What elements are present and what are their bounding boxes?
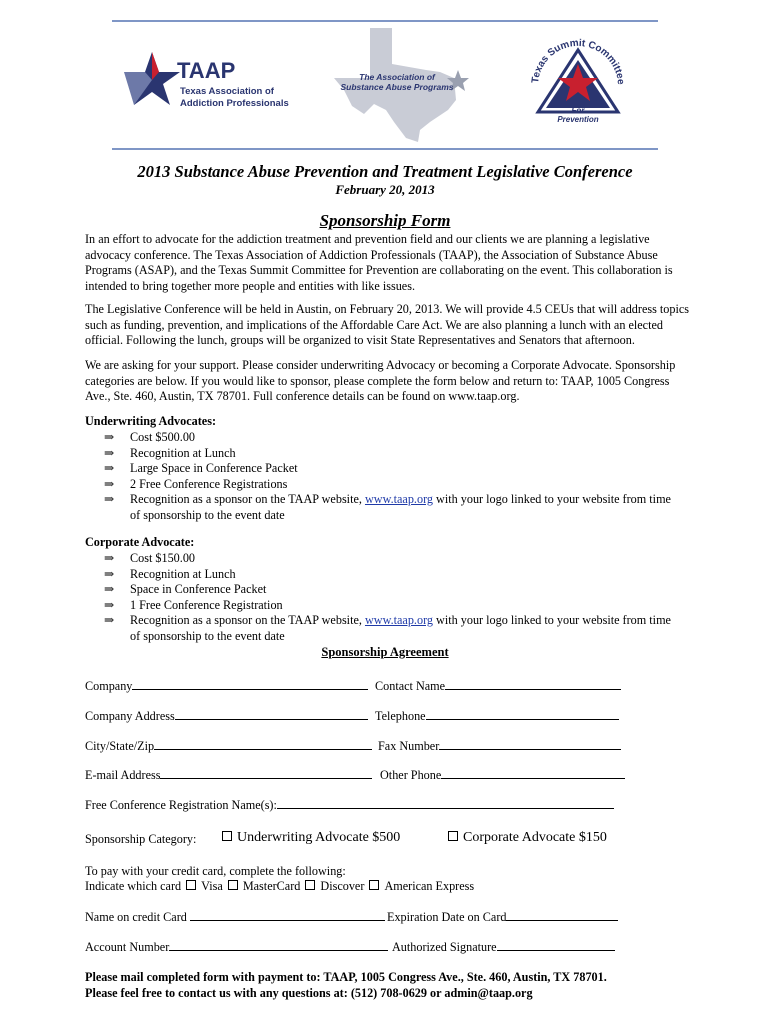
list-item: ⇒ 2 Free Conference Registrations [104,476,288,491]
taap-subtitle: Texas Association of Addiction Professionals [180,86,289,109]
list-item: ⇒ Cost $150.00 [104,551,196,565]
corporate-heading: Corporate Advocate: [85,535,195,549]
visa-checkbox[interactable] [186,880,196,890]
support-paragraph: We are asking for your support. Please consider underwriting Advocacy or becoming a Corporate Advocate. Sponsorship categories are below. If you would like to sponsor, please complete the form below and return to: TAAP, 1005 Congress Ave., Ste. 460, Austin, TX 78701. Full conference details can be found on www.taap.org. [85,358,676,404]
name-on-card-field[interactable]: Name on credit Card [85,909,385,925]
telephone-input-line[interactable] [426,708,619,720]
arrow-icon: ⇒ [104,597,115,612]
summit-logo [526,28,630,132]
city-state-zip-field[interactable]: City/State/Zip [85,738,372,754]
contact-name-field[interactable]: Contact Name [375,678,621,694]
account-number-field[interactable]: Account Number [85,939,388,955]
asap-text: The Association of Substance Abuse Programs [340,72,454,92]
summit-text: For Prevention [557,106,599,124]
underwriting-advocate-option[interactable]: Underwriting Advocate $500 [222,830,400,845]
account-number-input-line[interactable] [169,939,388,951]
summit-arc-text: Texas Summit Committee [530,37,627,86]
arrow-icon: ⇒ [104,551,115,565]
signature-input-line[interactable] [497,939,615,951]
conference-date: February 20, 2013 [335,182,435,197]
asap-logo [330,26,470,144]
company-address-input-line[interactable] [175,708,368,720]
list-item: ⇒ Cost $500.00 [104,430,196,444]
list-item: ⇒ Recognition at Lunch [104,445,236,460]
intro-paragraph: In an effort to advocate for the addiction treatment and prevention field and our clients we are planning a legislative advocacy conference. The Texas Association of Addiction Professionals (TAAP), the Association of Substance Abuse Programs (ASAP), and the Texas Summit Committee for Prevention are collaborating on the event. This collaboration is intended to bring together more people and entities with like issues. [85,232,673,293]
taap-website-link[interactable]: www.taap.org [364,492,433,507]
other-phone-field[interactable]: Other Phone [380,767,625,783]
mastercard-checkbox[interactable] [228,880,238,890]
amex-checkbox[interactable] [369,880,379,890]
email-field[interactable]: E-mail Address [85,767,372,783]
list-item: ⇒ Recognition at Lunch [104,566,236,581]
expiration-field[interactable]: Expiration Date on Card [387,909,618,925]
mail-instructions: Please mail completed form with payment to: TAAP, 1005 Congress Ave., Ste. 460, Austin, TX 78701. [85,970,607,984]
registration-names-input-line[interactable] [277,797,614,809]
header-top-rule [112,20,658,22]
arrow-icon: ⇒ [104,461,115,476]
list-item: ⇒ Recognition as a sponsor on the TAAP website, www.taap.org with your logo linked to your website from time of sponsorship to the event date [104,492,671,522]
sponsorship-category-label: Sponsorship Category: [85,832,197,846]
list-item: ⇒ 1 Free Conference Registration [104,597,283,612]
header-bottom-rule [112,148,658,150]
taap-website-link[interactable]: www.taap.org [364,613,433,628]
taap-logo [122,50,292,120]
contact-name-input-line[interactable] [445,678,621,690]
card-type-row: Indicate which card Visa MasterCard Discover American Express [85,879,475,893]
arrow-icon: ⇒ [104,476,115,491]
expiration-input-line[interactable] [506,909,618,921]
fax-input-line[interactable] [439,738,621,750]
underwriting-heading: Underwriting Advocates: [85,414,217,428]
taap-name: TAAP [177,58,236,83]
arrow-icon: ⇒ [104,492,115,507]
arrow-icon: ⇒ [104,582,115,597]
contact-instructions: Please feel free to contact us with any questions at: (512) 708-0629 or admin@taap.org [85,986,533,1000]
arrow-icon: ⇒ [104,613,115,628]
form-title: Sponsorship Form [319,211,451,230]
company-input-line[interactable] [132,678,368,690]
corporate-advocate-option[interactable]: Corporate Advocate $150 [448,830,607,845]
conference-title: 2013 Substance Abuse Prevention and Treatment Legislative Conference [137,162,633,181]
corporate-benefits [104,551,671,645]
corporate-checkbox[interactable] [448,831,458,841]
telephone-field[interactable]: Telephone [375,708,619,724]
registration-names-field[interactable]: Free Conference Registration Name(s): [85,797,614,813]
city-state-zip-input-line[interactable] [154,738,372,750]
arrow-icon: ⇒ [104,445,115,460]
company-address-field[interactable]: Company Address [85,708,368,724]
list-item: ⇒ Space in Conference Packet [104,582,267,597]
list-item: ⇒ Large Space in Conference Packet [104,461,298,476]
conference-paragraph: The Legislative Conference will be held in Austin, on February 20, 2013. We will provide 4.5 CEUs that will address topics such as funding, prevention, and implications of the Affordable Care Act. We are also planning a lunch with an elected official. Following the lunch, groups will be organized to visit State Representatives and Senators that afternoon. [85,302,689,348]
taap-star-icon [122,50,182,112]
arrow-icon: ⇒ [104,566,115,581]
other-phone-input-line[interactable] [441,767,625,779]
agreement-title: Sponsorship Agreement [321,645,449,659]
credit-card-intro: To pay with your credit card, complete the following: [85,864,346,878]
discover-checkbox[interactable] [305,880,315,890]
list-item: ⇒ Recognition as a sponsor on the TAAP website, www.taap.org with your logo linked to your website from time of sponsorship to the event date [104,613,671,643]
name-on-card-input-line[interactable] [190,909,385,921]
underwriting-benefits [104,430,671,524]
signature-field[interactable]: Authorized Signature [392,939,615,955]
underwriting-checkbox[interactable] [222,831,232,841]
fax-field[interactable]: Fax Number [378,738,621,754]
arrow-icon: ⇒ [104,430,115,444]
company-field[interactable]: Company [85,678,368,694]
email-input-line[interactable] [160,767,372,779]
